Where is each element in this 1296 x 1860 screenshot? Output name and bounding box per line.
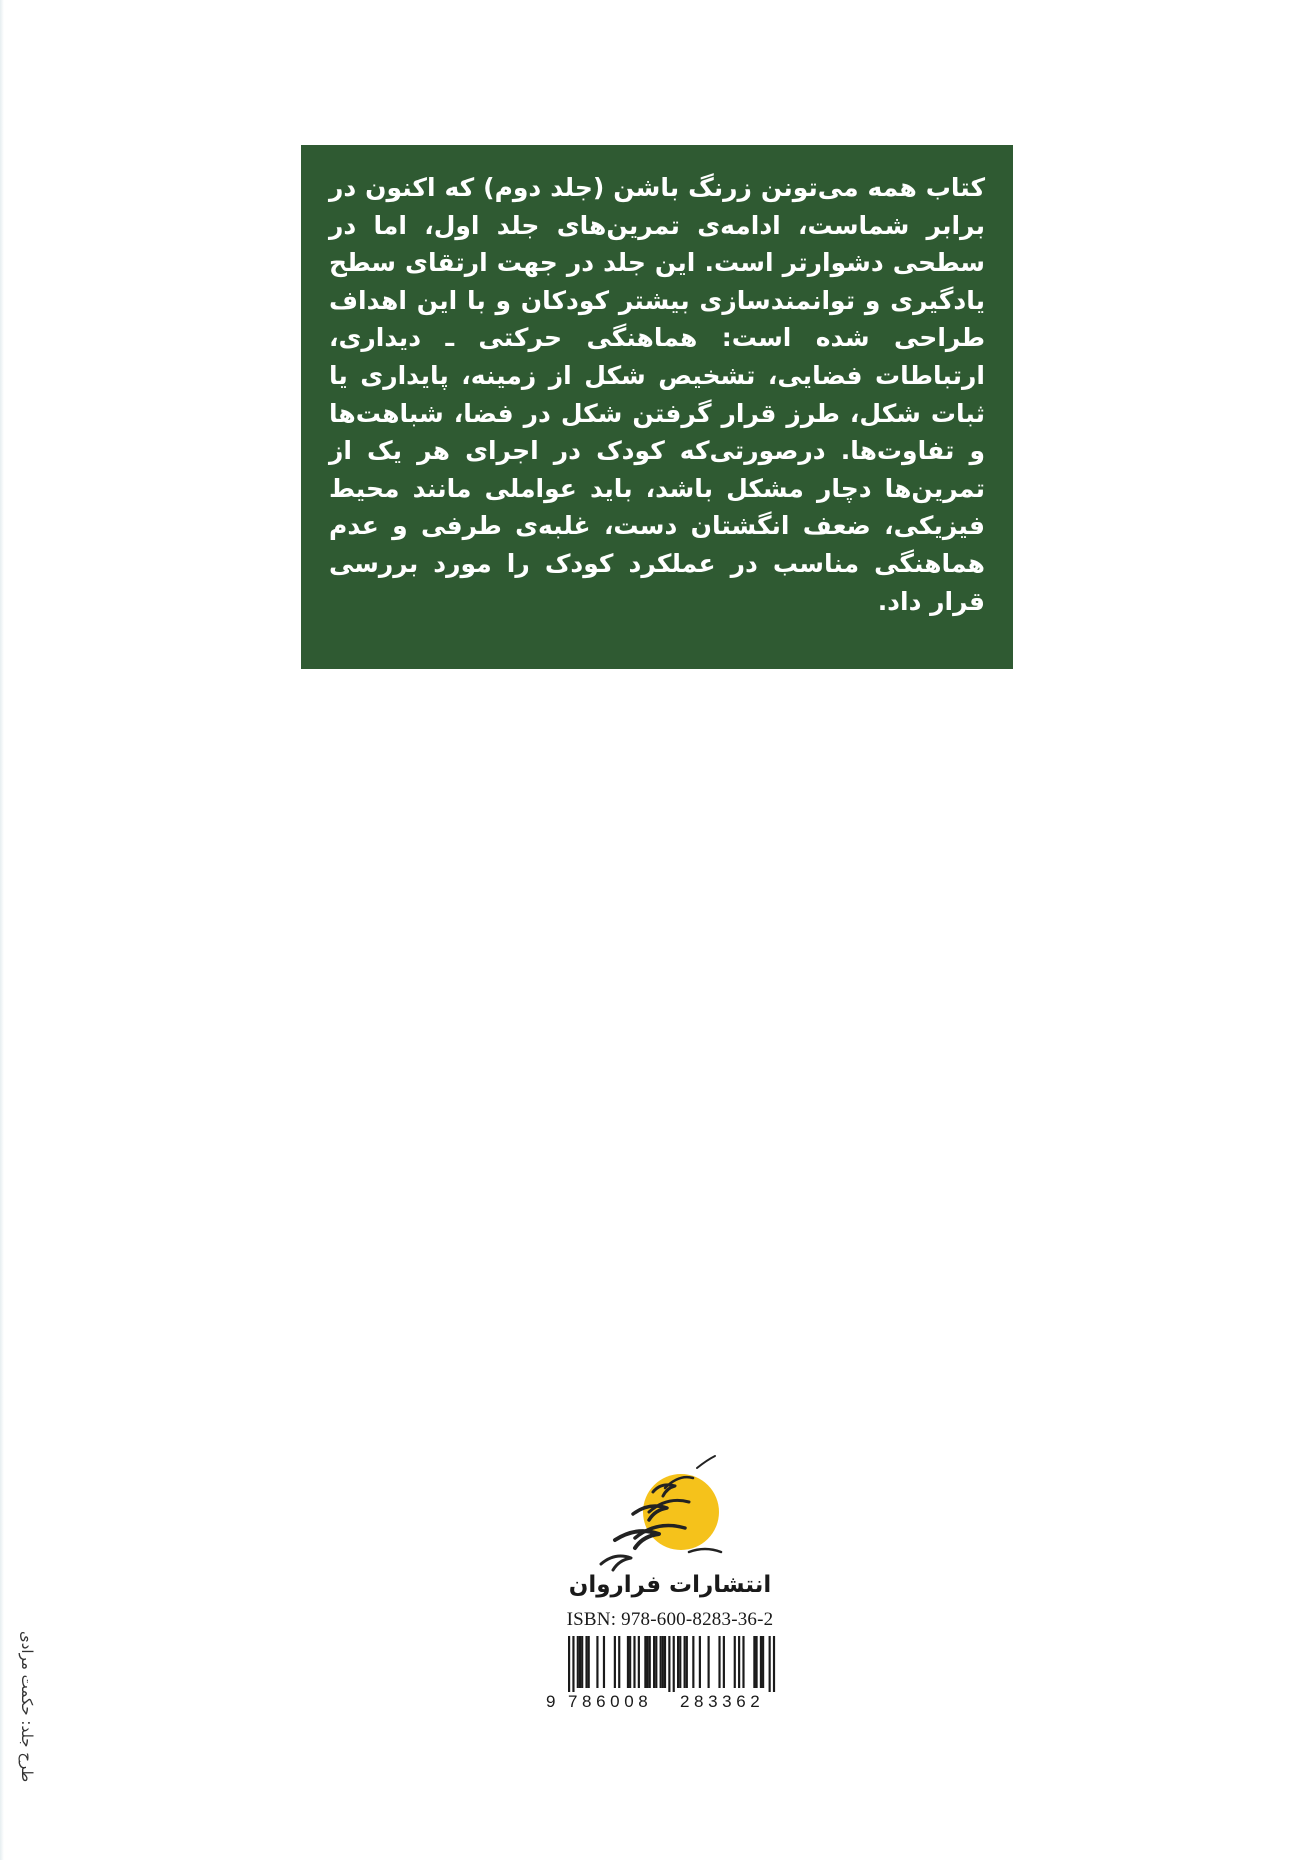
barcode-bar bbox=[753, 1636, 755, 1688]
barcode-bar bbox=[633, 1636, 635, 1688]
barcode-bar bbox=[708, 1636, 710, 1688]
barcode-digit-group-2: 786008 bbox=[568, 1692, 653, 1711]
barcode-bar bbox=[734, 1636, 736, 1688]
barcode-bar bbox=[677, 1636, 679, 1688]
barcode-bar bbox=[618, 1636, 620, 1688]
blurb-text: کتاب همه می‌تونن زرنگ باشن (جلد دوم) که اکنون در برابر شماست، ادامه‌ی تمرین‌های جلد اول، اما در سطحی دشوارتر است. این جلد در جهت ارتقای سطح یادگیری و توانمندسازی بیشتر کودکان و با این اهداف طراحی شده است: هماهنگی حرکتی ـ دیداری، ارتباطات فضایی، تشخیص شکل از زمینه، پایداری یا ثبات شکل، طرز قرار گرفتن شکل در فضا، شباهت‌ها و تفاوت‌ها. درصورتی‌که کودک در اجرای هر یک از تمرین‌ها دچار مشکل باشد، باید عواملی مانند محیط فیزیکی، ضعف انگشتان دست، غلبه‌ی طرفی و عدم هماهنگی مناسب در عملکرد کودک را مورد بررسی قرار داد. bbox=[329, 173, 985, 616]
barcode-bar bbox=[692, 1636, 694, 1688]
cover-designer-credit: طرح جلد: حکمت مرادی bbox=[18, 1630, 36, 1782]
barcode-bar bbox=[718, 1636, 720, 1688]
barcode-bar bbox=[755, 1636, 757, 1688]
page-edge bbox=[0, 0, 4, 1860]
barcode-bar bbox=[655, 1636, 657, 1688]
barcode-bar bbox=[579, 1636, 581, 1688]
barcode-bar bbox=[699, 1636, 701, 1688]
barcode-bar bbox=[662, 1636, 664, 1688]
barcode-bar bbox=[581, 1636, 583, 1688]
barcode-bar bbox=[638, 1636, 640, 1688]
barcode-bar bbox=[629, 1636, 631, 1688]
barcode-bar bbox=[742, 1636, 744, 1688]
publisher-name: انتشارات فراروان bbox=[568, 1572, 772, 1598]
barcode-bar bbox=[760, 1636, 762, 1688]
barcode-bar bbox=[686, 1636, 688, 1688]
barcode-bar bbox=[673, 1636, 675, 1692]
barcode-bar bbox=[568, 1636, 570, 1692]
ean13-barcode-icon bbox=[546, 1636, 794, 1692]
barcode-bar bbox=[614, 1636, 616, 1688]
blurb-box bbox=[301, 145, 1013, 669]
barcode-bar bbox=[572, 1636, 574, 1692]
barcode-bar bbox=[660, 1636, 662, 1688]
barcode-bar bbox=[596, 1636, 598, 1688]
barcode-bar bbox=[769, 1636, 771, 1692]
barcode-bar bbox=[723, 1636, 725, 1688]
isbn-text: ISBN: 978-600-8283-36-2 bbox=[566, 1609, 774, 1630]
barcode-bar bbox=[668, 1636, 670, 1692]
barcode-bar bbox=[738, 1636, 740, 1688]
barcode-bar bbox=[773, 1636, 775, 1692]
barcode-digit-group-3: 283362 bbox=[680, 1692, 765, 1711]
barcode-digits bbox=[546, 1690, 794, 1714]
barcode-bar bbox=[649, 1636, 651, 1688]
barcode-bar bbox=[684, 1636, 686, 1688]
barcode-bar bbox=[646, 1636, 648, 1688]
barcode-bar bbox=[627, 1636, 629, 1688]
barcode-bar bbox=[603, 1636, 605, 1688]
publisher-block bbox=[540, 1440, 800, 1710]
barcode-digit-group-1: 9 bbox=[546, 1692, 556, 1711]
sun-with-flying-birds-icon bbox=[593, 1452, 743, 1577]
barcode-bar bbox=[653, 1636, 655, 1688]
barcode-bar bbox=[762, 1636, 764, 1688]
barcode-bar bbox=[577, 1636, 579, 1688]
barcode-bar bbox=[585, 1636, 587, 1688]
barcode-bar bbox=[644, 1636, 646, 1688]
barcode-bar bbox=[588, 1636, 590, 1688]
barcode-bar bbox=[664, 1636, 666, 1688]
barcode-bar bbox=[679, 1636, 681, 1688]
